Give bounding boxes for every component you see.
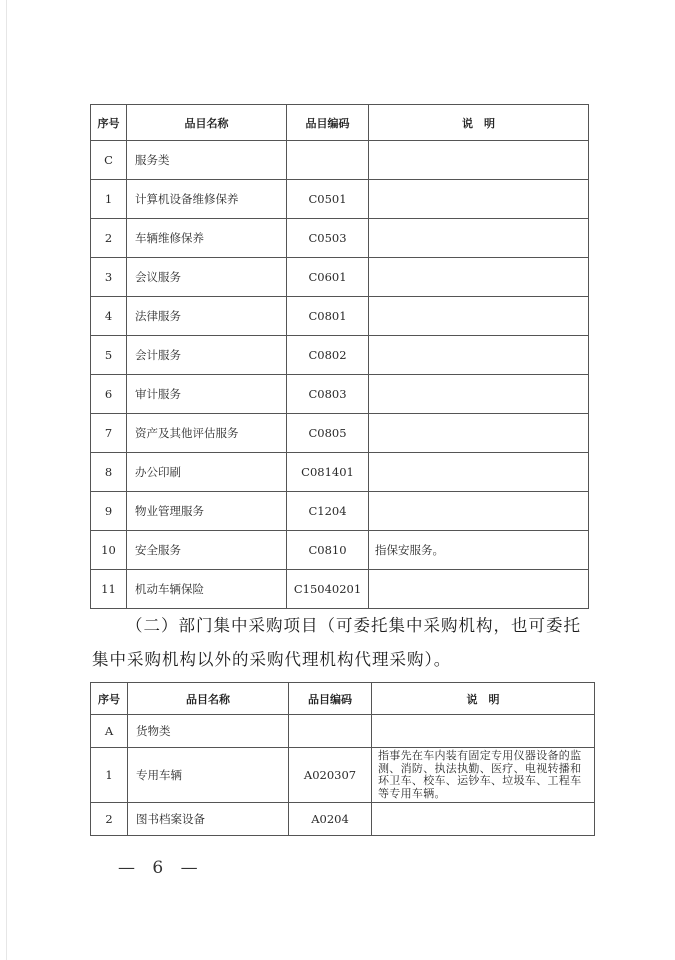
cell-name: 资产及其他评估服务 <box>127 414 287 453</box>
table-row <box>91 715 595 748</box>
cell-note <box>369 297 589 336</box>
cell-seq: 10 <box>91 531 127 570</box>
table-row <box>91 570 589 609</box>
cell-note <box>369 258 589 297</box>
cell-name: 审计服务 <box>127 375 287 414</box>
cell-seq: 7 <box>91 414 127 453</box>
cell-note <box>369 336 589 375</box>
cell-code: C0801 <box>287 297 369 336</box>
cell-code: C0802 <box>287 336 369 375</box>
cell-note <box>372 715 595 748</box>
cell-name: 服务类 <box>127 141 287 180</box>
cell-note: 指保安服务。 <box>369 531 589 570</box>
table-row <box>91 258 589 297</box>
table-row <box>91 748 595 803</box>
cell-name: 专用车辆 <box>128 748 289 803</box>
cell-code: C0810 <box>287 531 369 570</box>
table-row <box>91 219 589 258</box>
cell-seq: 9 <box>91 492 127 531</box>
table-row <box>91 336 589 375</box>
cell-name: 物业管理服务 <box>127 492 287 531</box>
cell-name: 会议服务 <box>127 258 287 297</box>
cell-seq: 6 <box>91 375 127 414</box>
cell-seq: 8 <box>91 453 127 492</box>
cell-seq: 2 <box>91 219 127 258</box>
department-items-table <box>90 682 595 836</box>
cell-name: 计算机设备维修保养 <box>127 180 287 219</box>
section-heading-line1: （二）部门集中采购项目（可委托集中采购机构，也可委托 <box>126 616 581 635</box>
table-header-row <box>91 683 595 715</box>
cell-seq: 1 <box>91 748 128 803</box>
service-items-table <box>90 104 589 609</box>
header-seq: 序号 <box>91 683 128 715</box>
cell-seq: C <box>91 141 127 180</box>
table-row <box>91 375 589 414</box>
cell-name: 办公印刷 <box>127 453 287 492</box>
table-row <box>91 803 595 836</box>
cell-seq: 1 <box>91 180 127 219</box>
page-number: — 6 — <box>118 858 204 878</box>
cell-code: C081401 <box>287 453 369 492</box>
cell-code: C0501 <box>287 180 369 219</box>
section-heading-line2: 集中采购机构以外的采购代理机构代理采购）。 <box>92 650 452 669</box>
cell-name: 车辆维修保养 <box>127 219 287 258</box>
cell-note <box>369 453 589 492</box>
cell-name: 货物类 <box>128 715 289 748</box>
cell-code: C0503 <box>287 219 369 258</box>
table-row <box>91 297 589 336</box>
cell-note <box>369 180 589 219</box>
cell-code <box>289 715 372 748</box>
table-row <box>91 531 589 570</box>
cell-name: 安全服务 <box>127 531 287 570</box>
header-code: 品目编码 <box>287 105 369 141</box>
cell-name: 图书档案设备 <box>128 803 289 836</box>
cell-name: 机动车辆保险 <box>127 570 287 609</box>
header-note: 说 明 <box>372 683 595 715</box>
table-row <box>91 141 589 180</box>
header-seq: 序号 <box>91 105 127 141</box>
cell-seq: 4 <box>91 297 127 336</box>
table-row <box>91 453 589 492</box>
cell-code: C15040201 <box>287 570 369 609</box>
cell-seq: 3 <box>91 258 127 297</box>
cell-name: 会计服务 <box>127 336 287 375</box>
page-edge <box>6 0 7 960</box>
table-row <box>91 492 589 531</box>
cell-seq: 11 <box>91 570 127 609</box>
cell-note <box>369 414 589 453</box>
header-name: 品目名称 <box>128 683 289 715</box>
cell-note <box>369 492 589 531</box>
cell-note <box>369 141 589 180</box>
cell-note <box>369 570 589 609</box>
table-header-row <box>91 105 589 141</box>
table-row <box>91 180 589 219</box>
cell-name: 法律服务 <box>127 297 287 336</box>
cell-code <box>287 141 369 180</box>
header-code: 品目编码 <box>289 683 372 715</box>
cell-seq: 2 <box>91 803 128 836</box>
cell-code: C0601 <box>287 258 369 297</box>
cell-code: A0204 <box>289 803 372 836</box>
cell-code: C1204 <box>287 492 369 531</box>
cell-code: C0803 <box>287 375 369 414</box>
cell-seq: 5 <box>91 336 127 375</box>
cell-seq: A <box>91 715 128 748</box>
cell-note <box>372 803 595 836</box>
table-row <box>91 414 589 453</box>
header-name: 品目名称 <box>127 105 287 141</box>
cell-note <box>369 219 589 258</box>
cell-note <box>369 375 589 414</box>
cell-code: A020307 <box>289 748 372 803</box>
cell-note: 指事先在车内装有固定专用仪器设备的监测、消防、执法执勤、医疗、电视转播和环卫车、校车、运钞车、垃圾车、工程车等专用车辆。 <box>372 748 595 803</box>
header-note: 说 明 <box>369 105 589 141</box>
cell-code: C0805 <box>287 414 369 453</box>
